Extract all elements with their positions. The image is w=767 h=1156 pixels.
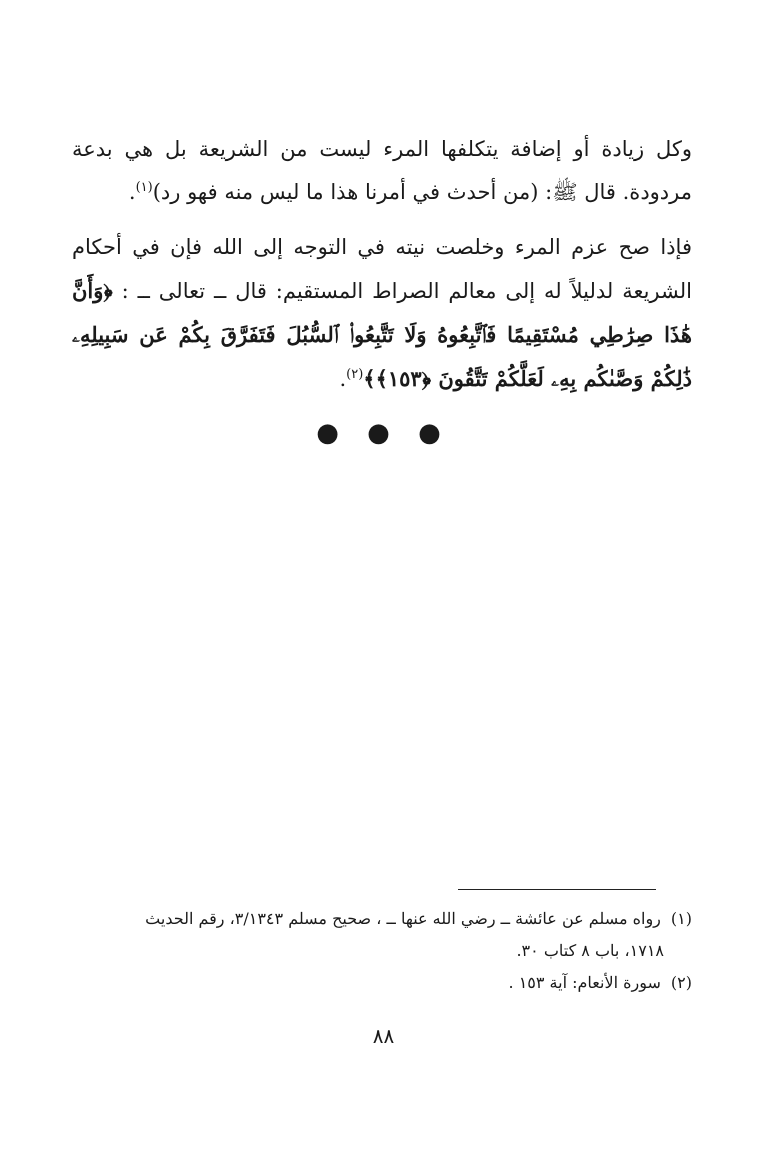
- footnote-2: [72, 967, 692, 999]
- footnote-1-text: رواه مسلم عن عائشة ــ رضي الله عنها ــ ، صحيح مسلم ٣/١٣٤٣، رقم الحديث: [145, 909, 661, 928]
- paragraph-2-text: فإذا صح عزم المرء وخلصت نيته في التوجه إلى الله فإن في أحكام الشريعة لدليلاً له إلى معالم الصراط المستقيم: قال ــ تعالى ــ :: [72, 235, 692, 303]
- footnotes: [72, 903, 692, 999]
- footnote-1: [72, 903, 692, 935]
- main-text: [72, 128, 692, 401]
- footnote-1-continuation: ١٧١٨، باب ٨ كتاب ٣٠.: [516, 941, 664, 960]
- page-number: ٨٨: [372, 1024, 395, 1048]
- paragraph-1: [72, 128, 692, 214]
- footnote-divider: [458, 889, 656, 890]
- footnote-ref-2[interactable]: (٢): [346, 367, 364, 382]
- quran-verse: ﴿وَأَنَّ هَٰذَا صِرَٰطِي مُسْتَقِيمًا فَٱتَّبِعُوهُ وَلَا تَتَّبِعُوا۟ ٱلسُّبُلَ فَتَفَرَّقَ بِكُمْ عَن سَبِيلِهِۦ ذَٰلِكُمْ وَصَّىٰكُم بِهِۦ لَعَلَّكُمْ تَتَّقُونَ ﴿١٥٣﴾﴾: [72, 278, 692, 391]
- paragraph-2-end: .: [339, 367, 347, 391]
- footnote-2-text: سورة الأنعام: آية ١٥٣ .: [508, 973, 661, 992]
- footnote-2-number: (٢): [670, 973, 692, 992]
- footnote-1-number: (١): [670, 909, 692, 928]
- paragraph-1-end: .: [128, 180, 136, 204]
- footnote-ref-1[interactable]: (١): [135, 180, 153, 195]
- paragraph-1-text: وكل زيادة أو إضافة يتكلفها المرء ليست من الشريعة بل هي بدعة مردودة. قال ﷺ: (من أحدث في أمرنا هذا ما ليس منه فهو رد): [72, 137, 692, 204]
- paragraph-2: [72, 226, 692, 401]
- section-separator: ● ● ●: [316, 418, 451, 448]
